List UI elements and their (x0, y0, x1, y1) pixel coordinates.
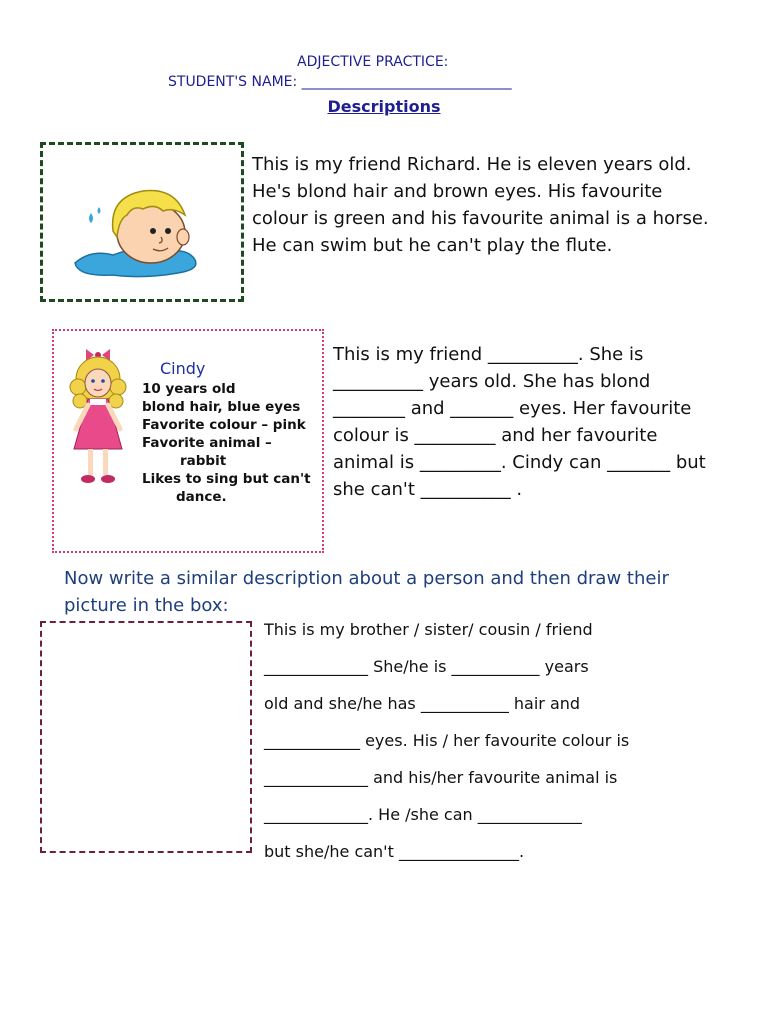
section-subtitle: Descriptions (327, 97, 441, 116)
cindy-fact-hobby: Likes to sing but can't (142, 471, 311, 487)
cindy-name-label: Cindy (160, 359, 206, 378)
drawing-box[interactable] (40, 621, 252, 853)
cindy-fill-in-paragraph[interactable]: This is my friend __________. She is __________ years old. She has blond ________ and _______ eyes. Her favourite colour is _________ and her favourite animal is _________. Cindy can _______ but she can't __________ . (333, 344, 706, 500)
template-line-1[interactable]: This is my brother / sister/ cousin / friend (264, 620, 593, 639)
cindy-fact-animal: Favorite animal – (142, 435, 272, 451)
cindy-facts (142, 380, 317, 506)
template-line-4[interactable]: ____________ eyes. His / her favourite colour is (264, 731, 630, 750)
template-line-6[interactable]: _____________. He /she can _____________ (264, 805, 582, 824)
richard-picture-frame (40, 142, 244, 302)
girl-in-pink-dress-illustration (66, 349, 136, 489)
template-line-2[interactable]: _____________ She/he is ___________ years (264, 657, 589, 676)
cindy-fact-hair-eyes: blond hair, blue eyes (142, 399, 301, 415)
richard-description: This is my friend Richard. He is eleven years old. He's blond hair and brown eyes. His favourite colour is green and his favourite animal is a horse. He can swim but he can't play the flute. (252, 154, 709, 256)
cindy-info-card (52, 329, 324, 553)
cindy-fact-animal-value: rabbit (180, 453, 227, 469)
student-name-field[interactable]: STUDENT'S NAME: ______________________________ (168, 74, 512, 90)
worksheet-title: ADJECTIVE PRACTICE: (297, 54, 449, 70)
cindy-fact-hobby-end: dance. (176, 489, 227, 505)
template-line-3[interactable]: old and she/he has ___________ hair and (264, 694, 581, 713)
cindy-fact-age: 10 years old (142, 381, 236, 397)
template-line-5[interactable]: _____________ and his/her favourite animal is (264, 768, 618, 787)
cindy-fact-colour: Favorite colour – pink (142, 417, 306, 433)
swimming-boy-illustration (43, 145, 241, 299)
template-line-7[interactable]: but she/he can't _______________. (264, 842, 525, 861)
writing-prompt: Now write a similar description about a person and then draw their picture in the box: (64, 568, 669, 616)
